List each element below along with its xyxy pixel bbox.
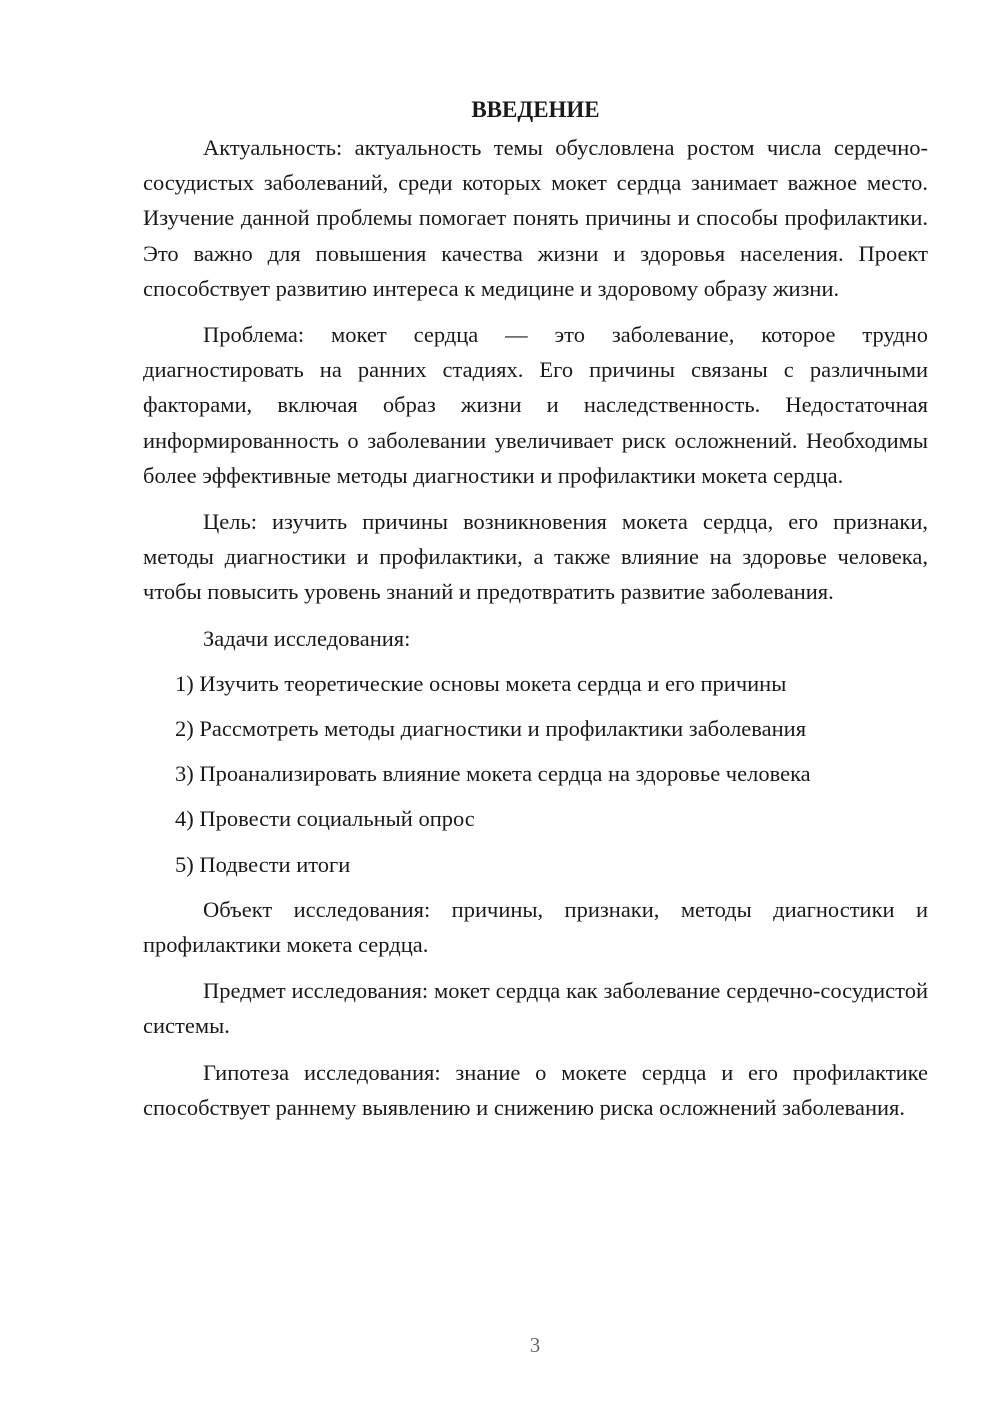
list-item: 4) Провести социальный опрос: [175, 806, 475, 832]
list-item: 3) Проанализировать влияние мокета сердца на здоровье человека: [175, 761, 811, 787]
document-page: [143, 92, 928, 1136]
list-item: 1) Изучить теоретические основы мокета сердца и его причины: [175, 670, 787, 696]
tasks-list: [143, 666, 928, 882]
goal-paragraph: Цель: изучить причины возникновения мокета сердца, его признаки, методы диагностики и профилактики, а также влияние на здоровье человека, чтобы повысить уровень знаний и предотвратить развитие заболевания.: [143, 509, 928, 605]
subject-paragraph: Предмет исследования: мокет сердца как заболевание сердечно-сосудистой системы.: [143, 978, 928, 1039]
page-number: 3: [529, 1333, 541, 1357]
document-title: ВВЕДЕНИЕ: [471, 97, 600, 122]
problem-paragraph: Проблема: мокет сердца — это заболевание, которое трудно диагностировать на ранних стадиях. Его причины связаны с различными факторами, включая образ жизни и наследственность. Недостаточная информированность о заболевании увеличивает риск осложнений. Необходимы более эффективные методы диагностики и профилактики мокета сердца.: [143, 322, 928, 488]
list-item: 2) Рассмотреть методы диагностики и профилактики заболевания: [175, 716, 807, 742]
tasks-heading: Задачи исследования:: [203, 625, 411, 651]
hypothesis-paragraph: Гипотеза исследования: знание о мокете сердца и его профилактике способствует раннему выявлению и снижению риска осложнений заболевания.: [143, 1059, 928, 1120]
list-item: 5) Подвести итоги: [175, 851, 351, 877]
relevance-paragraph: Актуальность: актуальность темы обусловлена ростом числа сердечно-сосудистых заболеваний, среди которых мокет сердца занимает важное место. Изучение данной проблемы помогает понять причины и способы профилактики. Это важно для повышения качества жизни и здоровья населения. Проект способствует развитию интереса к медицине и здоровому образу жизни.: [143, 135, 928, 301]
object-paragraph: Объект исследования: причины, признаки, методы диагностики и профилактики мокета сердца.: [143, 896, 928, 958]
